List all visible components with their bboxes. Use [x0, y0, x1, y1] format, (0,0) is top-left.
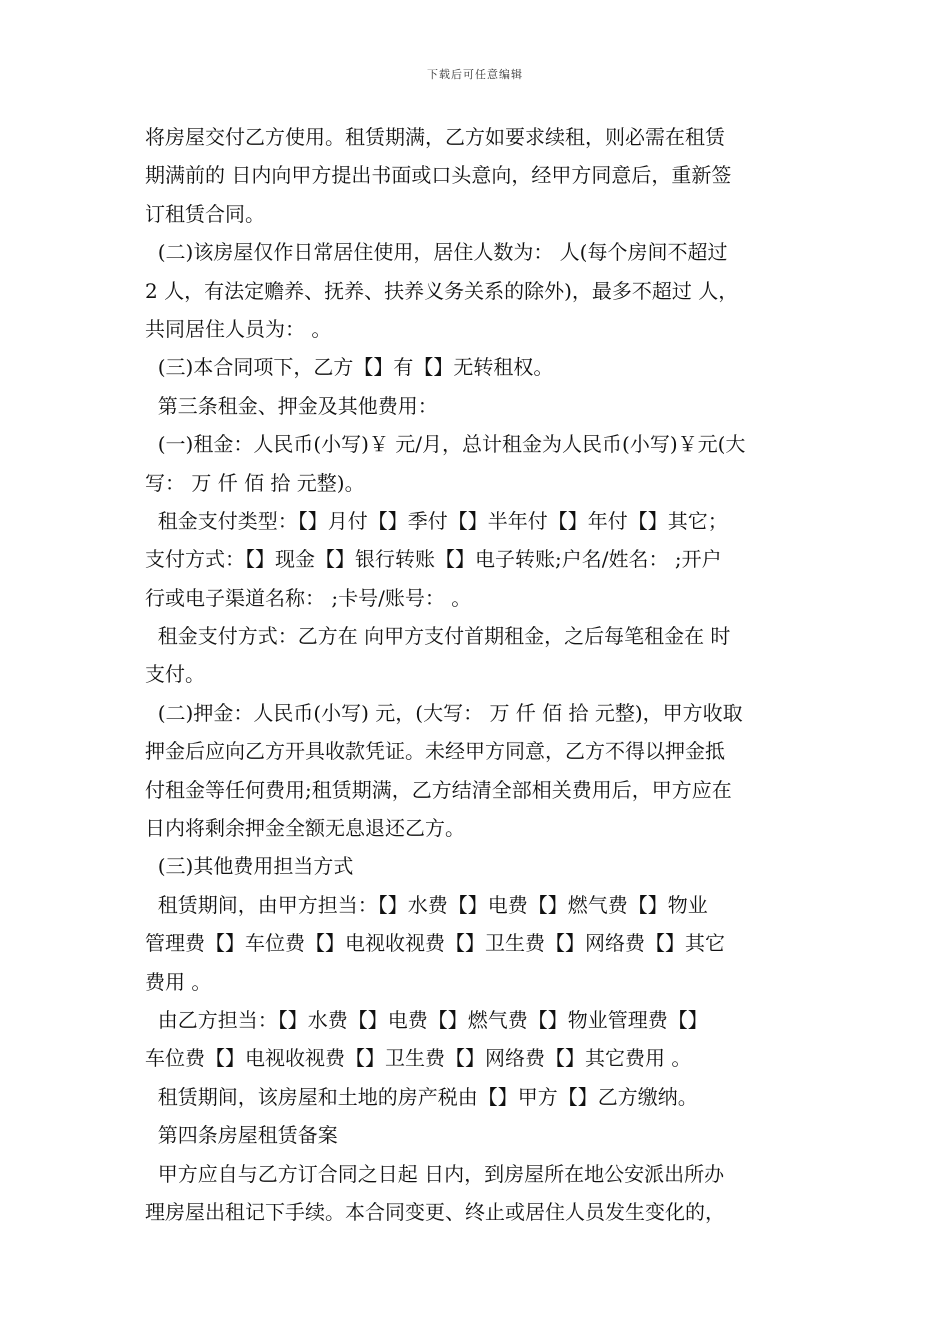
- text-line: 行或电子渠道名称： ;卡号/账号： 。: [145, 585, 472, 610]
- text-line: 期满前的 日内向甲方提出书面或口头意向，经甲方同意后，重新签: [145, 163, 732, 188]
- text-line: 租赁期间，由甲方担当：【】水费【】电费【】燃气费【】物业: [145, 892, 708, 917]
- text-line: 车位费【】电视收视费【】卫生费【】网络费【】其它费用 。: [145, 1046, 692, 1071]
- text-line: (三)本合同项下，乙方【】有【】无转租权。: [145, 355, 554, 380]
- text-line: (二)该房屋仅作日常居住使用，居住人数为： 人(每个房间不超过: [145, 240, 728, 265]
- section-heading: 第三条租金、押金及其他费用：: [145, 393, 438, 418]
- text-line: (二)押金：人民币(小写) 元，(大写： 万 仟 佰 拾 元整)，甲方收取: [145, 700, 743, 725]
- page-header: 下载后可任意编辑: [427, 68, 523, 81]
- text-line: 付租金等任何费用;租赁期满，乙方结清全部相关费用后，甲方应在: [145, 777, 732, 802]
- text-line: (三)其他费用担当方式: [145, 854, 354, 879]
- document-body: [145, 118, 810, 1231]
- text-line: 支付方式：【】现金【】银行转账【】电子转账;户名/姓名： ;开户: [145, 547, 722, 572]
- text-line: 日内将剩余押金全额无息退还乙方。: [145, 816, 465, 841]
- text-line: 租赁期间，该房屋和土地的房产税由【】甲方【】乙方缴纳。: [145, 1084, 698, 1109]
- text-line: 订租赁合同。: [145, 201, 265, 226]
- text-line: 租金支付类型：【】月付【】季付【】半年付【】年付【】其它；: [145, 508, 728, 533]
- text-line: 2 人，有法定赡养、抚养、扶养义务关系的除外)，最多不超过 人，: [145, 278, 739, 303]
- text-line: 理房屋出租记下手续。本合同变更、终止或居住人员发生变化的，: [145, 1199, 725, 1224]
- text-line: 甲方应自与乙方订合同之日起 日内，到房屋所在地公安派出所办: [145, 1161, 725, 1186]
- text-line: (一)租金：人民币(小写)￥ 元/月，总计租金为人民币(小写)￥元(大: [145, 432, 746, 457]
- text-line: 费用 。: [145, 969, 212, 994]
- text-line: 将房屋交付乙方使用。租赁期满，乙方如要求续租，则必需在租赁: [145, 125, 725, 149]
- text-line: 租金支付方式：乙方在 向甲方支付首期租金，之后每笔租金在 时: [145, 624, 731, 649]
- text-line: 管理费【】车位费【】电视收视费【】卫生费【】网络费【】其它: [145, 931, 725, 956]
- text-line: 押金后应向乙方开具收款凭证。未经甲方同意，乙方不得以押金抵: [145, 739, 725, 764]
- text-line: 支付。: [145, 662, 205, 687]
- text-line: 写： 万 仟 佰 拾 元整)。: [145, 470, 365, 495]
- text-line: 共同居住人员为： 。: [145, 316, 332, 341]
- text-line: 由乙方担当：【】水费【】电费【】燃气费【】物业管理费【】: [145, 1007, 708, 1032]
- section-heading: 第四条房屋租赁备案: [145, 1123, 338, 1148]
